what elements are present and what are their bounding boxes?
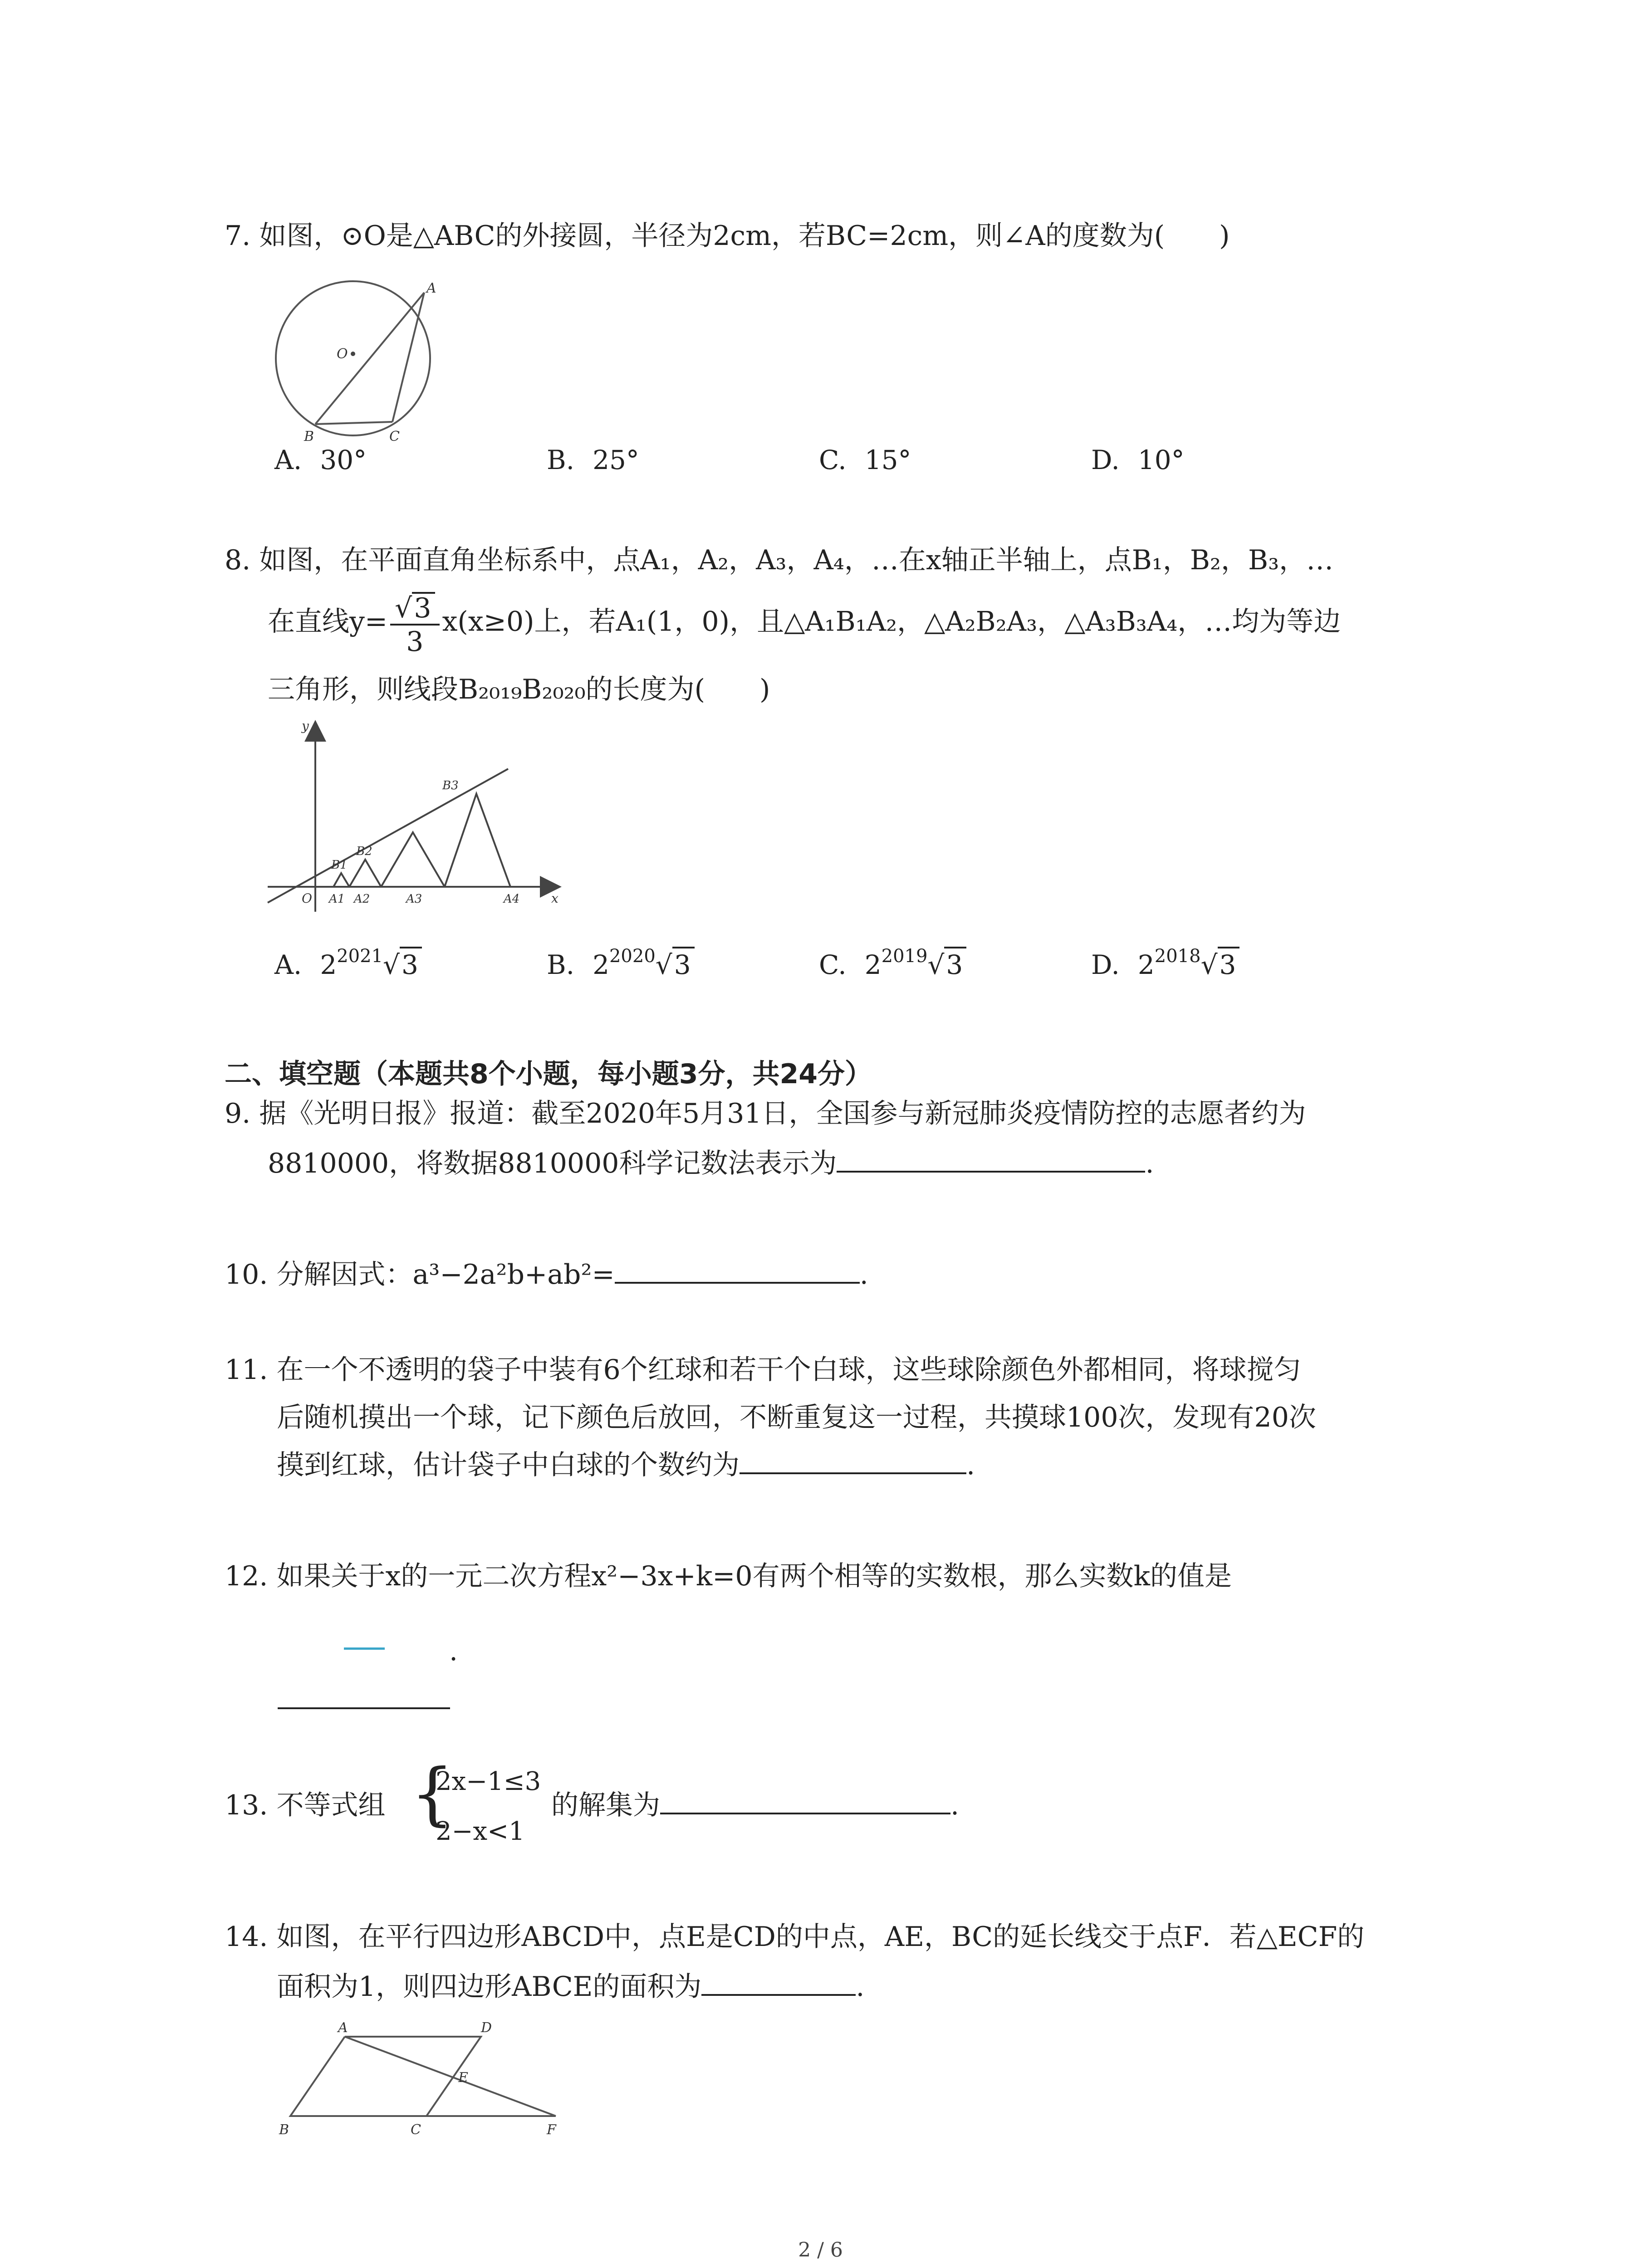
svg-text:D: D [481, 2020, 492, 2036]
inequality-2: 2−x<1 [436, 1817, 525, 1846]
accent-dash [344, 1647, 385, 1650]
question-14-line1: 14. 如图，在平行四边形ABCD中，点E是CD的中点，AE，BC的延长线交于点F．若△ECF的 [225, 1921, 1365, 1953]
label-A: A [426, 280, 436, 296]
page-number: 2 / 6 [798, 2239, 843, 2262]
option-8c: C. $2^{2019}√3$ [819, 946, 966, 980]
question-text: O是△ABC的外接圆，半径为2cm，若BC=2cm，则∠A的度数为( ) [363, 220, 1230, 252]
answer-blank[interactable] [660, 1811, 950, 1814]
svg-text:A2: A2 [354, 892, 370, 906]
question-8-line1: 8. 如图，在平面直角坐标系中，点A₁，A₂，A₃，A₄，…在x轴正半轴上，点B₁，B₂，B₃，… [225, 544, 1334, 576]
option-7d: D. 10° [1091, 445, 1185, 475]
answer-blank[interactable] [278, 1706, 450, 1709]
svg-text:O: O [302, 891, 312, 906]
svg-text:B1: B1 [331, 858, 348, 872]
question-text-prefix: 如图，⊙ [259, 220, 364, 252]
question-12-end: . [449, 1635, 458, 1667]
question-13-suffix: 的解集为 . [551, 1789, 960, 1821]
fraction-sqrt3-over-3: $\frac{√3}{3}$ [390, 592, 439, 655]
svg-text:x: x [551, 891, 558, 906]
question-12: 12. 如果关于x的一元二次方程x²−3x+k=0有两个相等的实数根，那么实数k的值是 [225, 1560, 1232, 1592]
question-13: 13. 不等式组 [225, 1789, 386, 1821]
parallelogram-figure [272, 2014, 581, 2141]
inequality-1: 2x−1≤3 [436, 1767, 541, 1796]
option-8b: B. $2^{2020}√3$ [547, 946, 695, 980]
question-7 [225, 220, 1230, 252]
question-9-line2: 8810000，将数据8810000科学记数法表示为 . [268, 1148, 1154, 1179]
svg-text:B3: B3 [442, 779, 459, 792]
coordinate-figure [263, 717, 581, 916]
brace: { [411, 1755, 454, 1833]
question-14-line2: 面积为1，则四边形ABCE的面积为 . [277, 1971, 865, 2003]
svg-text:y: y [302, 719, 309, 733]
answer-blank[interactable] [701, 1992, 856, 1996]
option-7a: A. 30° [274, 445, 367, 475]
label-B: B [304, 429, 314, 445]
label-C: C [389, 429, 400, 445]
section-title: 二、填空题（本题共8个小题，每小题3分，共24分） [225, 1058, 872, 1090]
option-7b: B. 25° [547, 445, 639, 475]
svg-text:C: C [411, 2122, 421, 2138]
question-11-line1: 11. 在一个不透明的袋子中装有6个红球和若干个白球，这些球除颜色外都相同，将球搅匀 [225, 1354, 1301, 1386]
option-8a: A. $2^{2021}√3$ [274, 946, 422, 980]
svg-text:A3: A3 [406, 892, 422, 906]
label-O: O [337, 346, 348, 362]
answer-blank[interactable] [837, 1169, 1145, 1173]
question-8-line2: 在直线y= $\frac{√3}{3}$ x(x≥0)上，若A₁(1，0)，且△A₁B₁A₂，△A₂B₂A₃，△A₃B₃A₄，…均为等边 [268, 592, 1341, 658]
svg-text:B2: B2 [356, 845, 372, 858]
svg-text:A1: A1 [329, 892, 345, 906]
svg-text:F: F [547, 2122, 556, 2138]
circle-figure [259, 272, 449, 445]
question-number: 7. [225, 220, 251, 252]
question-10: 10. 分解因式：a³−2a²b+ab²= . [225, 1259, 868, 1290]
question-8-line3: 三角形，则线段B₂₀₁₉B₂₀₂₀的长度为( ) [268, 674, 770, 705]
option-8d: D. $2^{2018}√3$ [1091, 946, 1239, 980]
question-11-line2: 后随机摸出一个球，记下颜色后放回，不断重复这一过程，共摸球100次，发现有20次 [277, 1402, 1316, 1433]
answer-blank[interactable] [740, 1471, 966, 1474]
question-11-line3: 摸到红球，估计袋子中白球的个数约为 . [277, 1449, 975, 1481]
svg-text:A: A [338, 2020, 348, 2036]
svg-text:E: E [458, 2070, 468, 2086]
answer-blank[interactable] [615, 1280, 860, 1284]
svg-text:B: B [279, 2122, 289, 2138]
svg-text:A4: A4 [504, 892, 520, 906]
question-9-line1: 9. 据《光明日报》报道：截至2020年5月31日，全国参与新冠肺炎疫情防控的志愿者约为 [225, 1098, 1306, 1129]
option-7c: C. 15° [819, 445, 911, 475]
